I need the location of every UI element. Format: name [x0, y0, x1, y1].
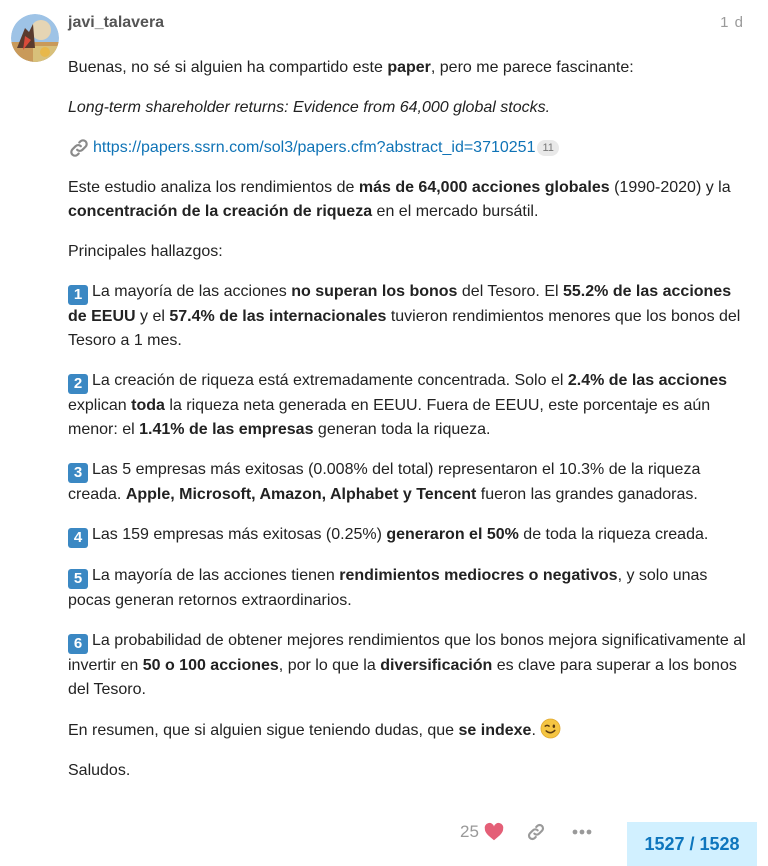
conclusion-text: En resumen, que si alguien sigue teniendo dudas, que — [68, 722, 459, 739]
link-icon — [68, 137, 90, 159]
avatar[interactable] — [11, 14, 59, 62]
finding-4 — [68, 523, 748, 548]
summary-bold: concentración de la creación de riqueza — [68, 203, 373, 220]
finding-text: Las 5 empresas más exitosas (0.008% del total) representaron el 10.3% de la riqueza creada. — [68, 461, 701, 503]
finding-text: Las 159 empresas más exitosas (0.25%) — [92, 526, 387, 543]
post-date[interactable]: 1 d — [720, 14, 744, 31]
signoff: Saludos. — [68, 762, 131, 779]
link-share-icon[interactable] — [525, 821, 547, 843]
finding-bold: 55.2% de las acciones de EEUU — [68, 283, 732, 325]
summary-text: (1990-2020) y la — [609, 179, 731, 196]
paper-link[interactable]: https://papers.ssrn.com/sol3/papers.cfm?abstract_id=3710251 — [93, 139, 536, 156]
finding-bold: no superan los bonos — [291, 283, 458, 300]
finding-bold: diversificación — [380, 657, 493, 674]
finding-bold: Apple, Microsoft, Amazon, Alphabet y Tencent — [125, 486, 477, 503]
finding-bold: toda — [131, 397, 165, 414]
finding-5 — [68, 564, 748, 613]
heart-icon[interactable] — [483, 821, 505, 843]
paper-title — [68, 96, 748, 120]
finding-bold: 1.41% de las empresas — [139, 421, 314, 438]
summary-paragraph — [68, 176, 748, 224]
conclusion-paragraph — [68, 718, 748, 743]
finding-bold: 50 o 100 acciones — [142, 657, 279, 674]
finding-text: del Tesoro. El — [457, 283, 563, 300]
finding-bold: 57.4% de las internacionales — [169, 308, 387, 325]
finding-text: la riqueza neta generada en EEUU. Fuera de EEUU, este porcentaje es aún menor: el — [68, 397, 711, 438]
topic-progress[interactable]: 1527 / 1528 — [627, 822, 757, 866]
intro-text: Buenas, no sé si alguien ha compartido este — [68, 59, 388, 76]
finding-bold: generaron el 50% — [386, 526, 519, 543]
winking-face-emoji — [540, 718, 561, 739]
findings-heading: Principales hallazgos: — [68, 243, 223, 260]
finding-6 — [68, 629, 748, 702]
like-count[interactable]: 25 — [460, 822, 479, 841]
finding-1 — [68, 280, 748, 353]
intro-text-end: , pero me parece fascinante: — [430, 59, 634, 76]
link-click-count: 11 — [537, 140, 558, 156]
finding-text: tuvieron rendimientos menores que los bonos del Tesoro a 1 mes. — [68, 308, 741, 349]
finding-text: explican — [68, 397, 132, 414]
finding-text: , y solo unas pocas generan retornos extraordinarios. — [68, 567, 708, 609]
finding-text: fueron las grandes ganadoras. — [476, 486, 698, 503]
paper-title-text: Long-term shareholder returns: Evidence from 64,000 global stocks. — [68, 99, 551, 116]
summary-bold: más de 64,000 acciones globales — [358, 179, 610, 196]
post-body — [68, 56, 748, 799]
summary-text: Este estudio analiza los rendimientos de — [68, 179, 359, 196]
finding-bold: 2.4% de las acciones — [567, 372, 728, 389]
conclusion-text-end: . — [531, 722, 541, 739]
summary-text: en el mercado bursátil. — [372, 203, 539, 220]
finding-text: generan toda la riqueza. — [313, 421, 491, 438]
intro-paragraph — [68, 56, 748, 80]
keycap-4-emoji: 4 — [68, 528, 88, 548]
finding-bold: rendimientos mediocres o negativos — [339, 567, 618, 584]
finding-text: es clave para superar a los bonos del Tesoro. — [68, 657, 737, 698]
finding-2 — [68, 369, 748, 442]
keycap-3-emoji: 3 — [68, 463, 88, 483]
keycap-1-emoji: 1 — [68, 285, 88, 305]
post-actions — [460, 818, 593, 846]
conclusion-bold: se indexe — [458, 722, 532, 739]
finding-text: La probabilidad de obtener mejores rendimientos que los bonos mejora significativamente al invertir en — [68, 632, 746, 674]
keycap-2-emoji: 2 — [68, 374, 88, 394]
keycap-6-emoji: 6 — [68, 634, 88, 654]
finding-text: de toda la riqueza creada. — [518, 526, 709, 543]
intro-bold: paper — [387, 59, 431, 76]
finding-text: La mayoría de las acciones tienen — [92, 567, 340, 584]
keycap-5-emoji: 5 — [68, 569, 88, 589]
finding-3 — [68, 458, 748, 507]
finding-text: , por lo que la — [278, 657, 381, 674]
ellipsis-icon[interactable] — [571, 821, 593, 843]
paper-link-row — [68, 136, 748, 160]
finding-text: y el — [135, 308, 170, 325]
finding-text: La creación de riqueza está extremadamente concentrada. Solo el — [92, 372, 568, 389]
finding-text: La mayoría de las acciones — [92, 283, 292, 300]
username-link[interactable]: javi_talavera — [68, 14, 165, 31]
